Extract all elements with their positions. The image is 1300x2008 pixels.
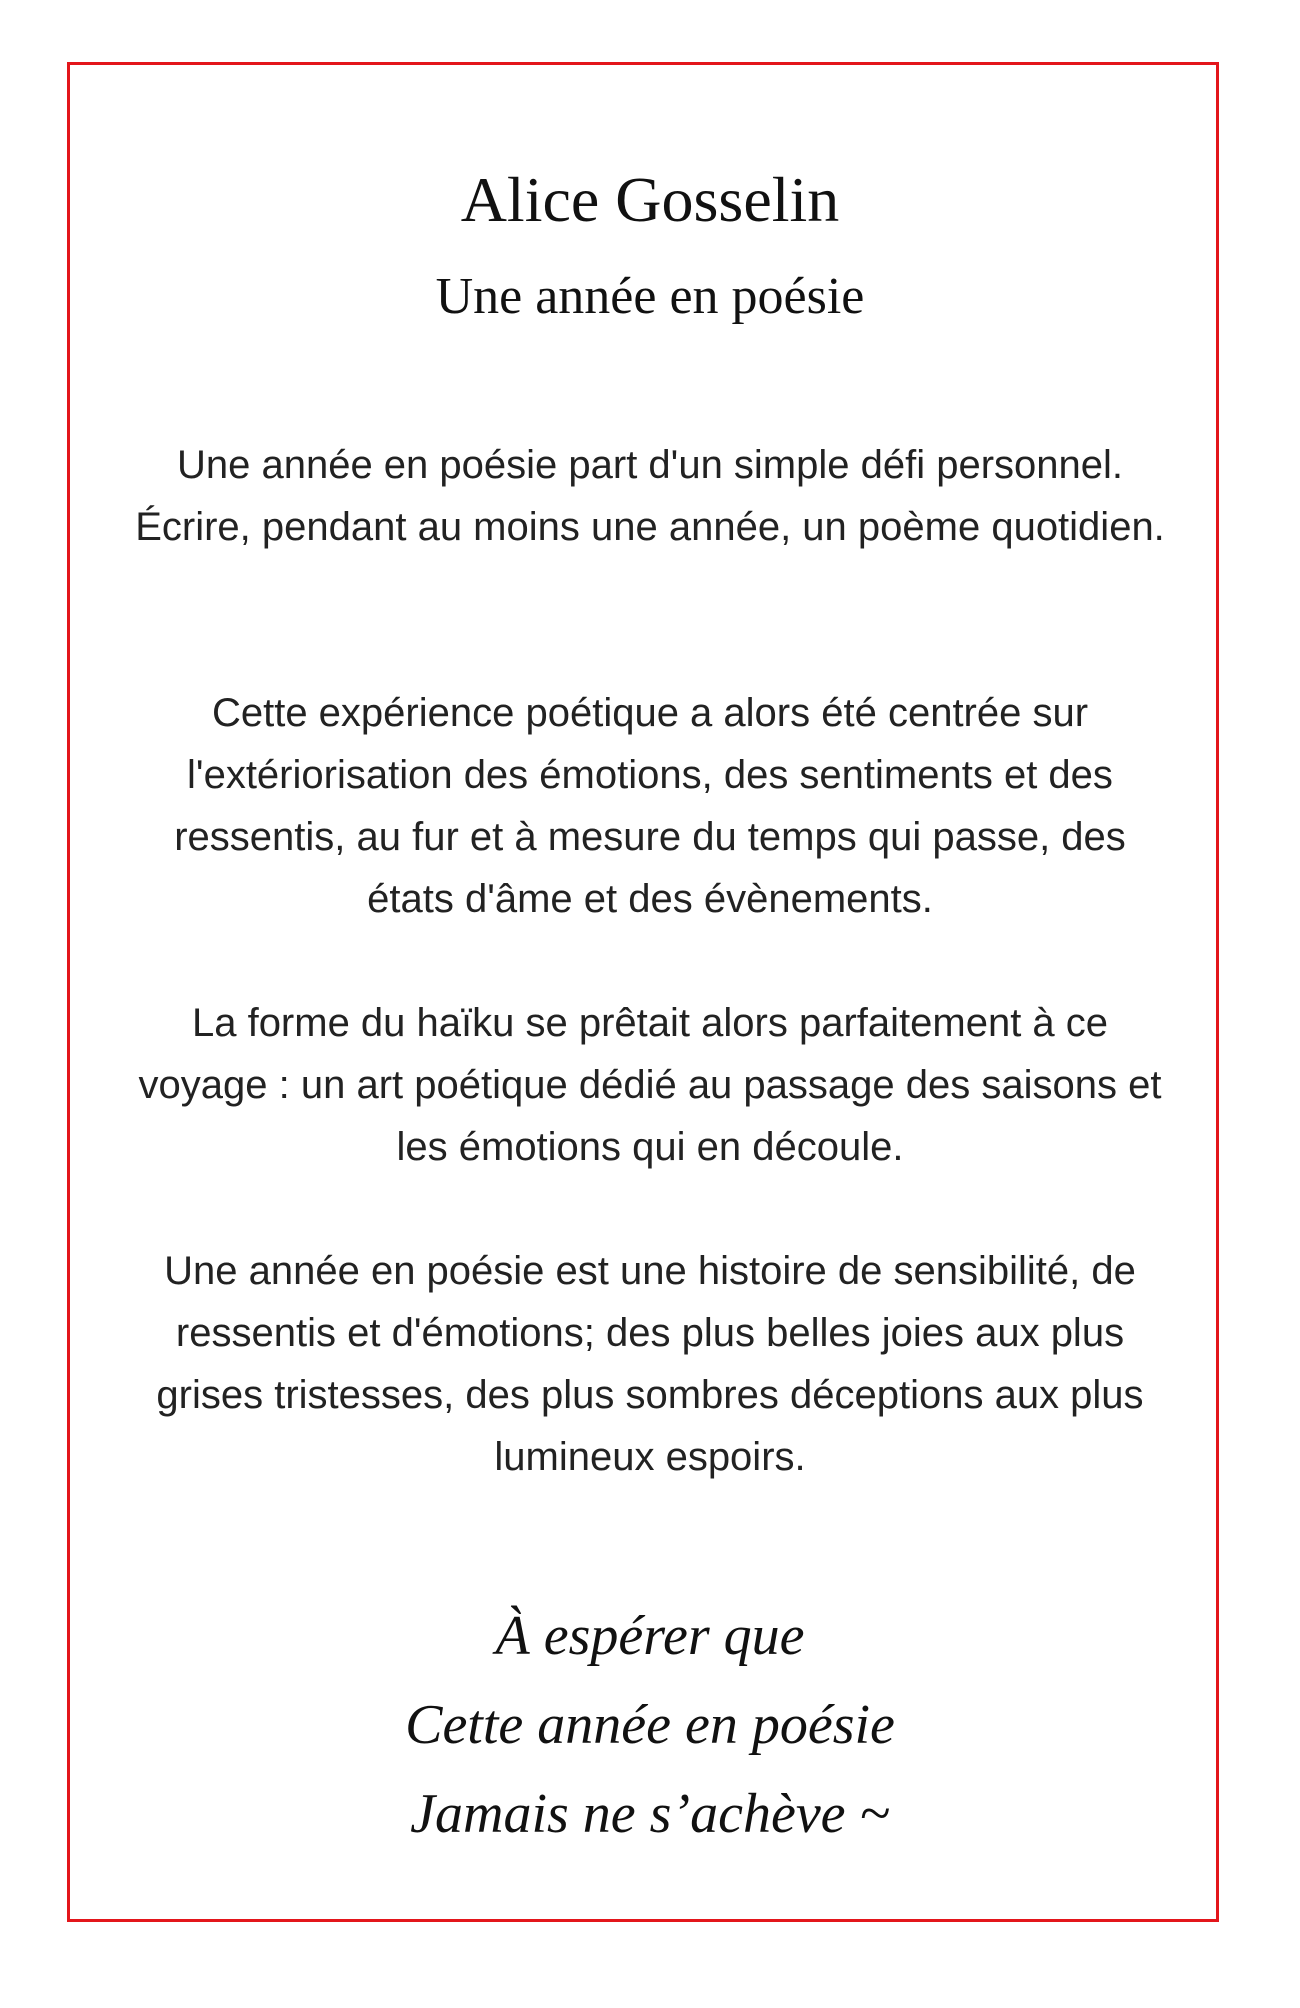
closing-haiku bbox=[0, 1592, 1300, 1859]
book-title: Une année en poésie bbox=[435, 268, 865, 325]
paragraph-intro: Une année en poésie part d'un simple défi personnel. Écrire, pendant au moins une année, un poème quotidien. bbox=[135, 443, 1165, 549]
haiku-line-2: Cette année en poésie bbox=[405, 1694, 895, 1756]
paragraph-story: Une année en poésie est une histoire de sensibilité, de ressentis et d'émotions; des plus belles joies aux plus grises tristesses, des plus sombres déceptions aux plus lumineux espoirs. bbox=[156, 1249, 1144, 1479]
paragraph-experience: Cette expérience poétique a alors été centrée sur l'extériorisation des émotions, des sentiments et des ressentis, au fur et à mesure du temps qui passe, des états d'âme et des évènements. bbox=[174, 691, 1126, 921]
haiku-line-1: À espérer que bbox=[495, 1605, 805, 1667]
paragraph-haiku-form: La forme du haïku se prêtait alors parfaitement à ce voyage : un art poétique dédié au passage des saisons et les émotions qui en découle. bbox=[138, 1001, 1162, 1169]
author-name: Alice Gosselin bbox=[460, 164, 840, 235]
haiku-line-3: Jamais ne s’achève ~ bbox=[410, 1783, 890, 1845]
